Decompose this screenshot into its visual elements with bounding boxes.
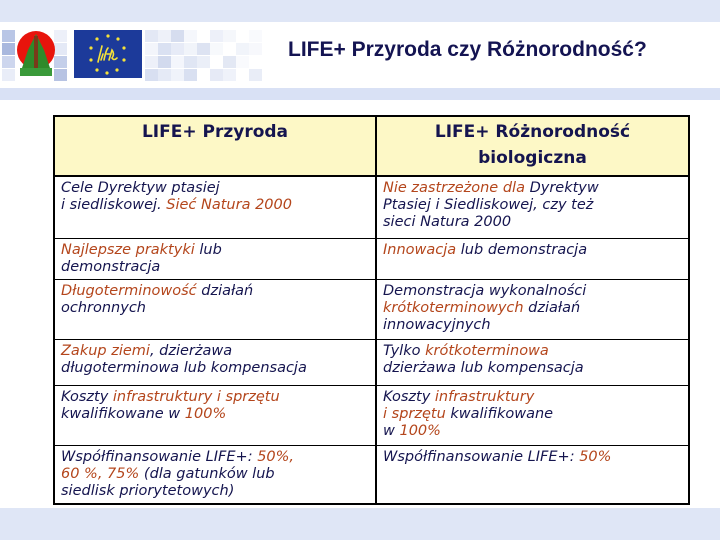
- cell-text: Dyrektyw Ptasiej i Siedliskowej, czy też sieci Natura 2000: [383, 180, 599, 230]
- cell-przyroda: [54, 339, 376, 385]
- decorative-tile: [158, 56, 171, 68]
- cell-text: Współfinansowanie LIFE+:: [383, 448, 580, 465]
- cell-roznorodnosc: [376, 445, 689, 504]
- highlighted-text: krótkoterminowych: [383, 299, 524, 316]
- highlighted-text: 100%: [184, 405, 227, 422]
- decorative-tile: [171, 56, 184, 68]
- decorative-tile: [210, 69, 223, 81]
- decorative-tile: [197, 56, 210, 68]
- highlighted-text: krótkoterminowa: [425, 342, 549, 359]
- cell-przyroda: [54, 279, 376, 339]
- cell-text: (dla gatunków lub siedlisk priorytetowych): [61, 465, 275, 499]
- decorative-tile: [184, 43, 197, 55]
- decorative-tile: [223, 69, 236, 81]
- cell-roznorodnosc: [376, 176, 689, 238]
- header-band: [0, 88, 720, 100]
- cell-roznorodnosc: [376, 339, 689, 385]
- decorative-tile: [171, 30, 184, 42]
- decorative-tile: [145, 56, 158, 68]
- bottom-band: [0, 508, 720, 540]
- top-band: [0, 0, 720, 22]
- decorative-tile: [145, 69, 158, 81]
- cell-text: Współfinansowanie LIFE+:: [61, 448, 258, 465]
- cell-text: lub demonstracja: [456, 241, 588, 258]
- decorative-tile: [249, 30, 262, 42]
- highlighted-text: Najlepsze praktyki: [61, 241, 195, 258]
- decorative-tile: [145, 30, 158, 42]
- highlighted-text: Nie zastrzeżone dla: [383, 180, 530, 196]
- cell-text: Koszty: [383, 388, 435, 405]
- decorative-tile: [197, 43, 210, 55]
- decorative-tile: [223, 56, 236, 68]
- table-row: [54, 445, 689, 504]
- highlighted-text: Zakup ziemi: [61, 342, 150, 359]
- decorative-tile: [158, 30, 171, 42]
- table-row: [54, 339, 689, 385]
- cell-roznorodnosc: [376, 238, 689, 279]
- cell-text: działań innowacyjnych: [383, 299, 581, 333]
- decorative-tile: [249, 69, 262, 81]
- cell-text: , dzierżawa długoterminowa lub kompensacja: [61, 342, 307, 376]
- cell-text: lub demonstracja: [61, 241, 222, 275]
- highlighted-text: infrastruktury i sprzętu: [112, 388, 280, 405]
- highlighted-text: infrastruktury i sprzętu: [383, 388, 535, 422]
- decorative-tile: [236, 43, 249, 55]
- cell-text: Demonstracja wykonalności: [383, 282, 587, 299]
- column-header-roznorodnosc: LIFE+ Różnorodność biologiczna: [376, 116, 689, 176]
- slide-header: [0, 22, 720, 88]
- life-eu-logo-icon: [74, 30, 142, 78]
- table-header-row: [54, 116, 689, 176]
- decorative-tile: [171, 69, 184, 81]
- slide-title: LIFE+ Przyroda czy Różnorodność?: [288, 38, 647, 61]
- cell-text: Cele Dyrektyw ptasiej i siedliskowej.: [61, 180, 220, 213]
- cell-roznorodnosc: [376, 385, 689, 445]
- cell-text: kwalifikowane w: [61, 405, 181, 422]
- highlighted-text: Sieć Natura 2000: [166, 197, 292, 213]
- cell-przyroda: [54, 445, 376, 504]
- decorative-tile: [210, 30, 223, 42]
- cell-przyroda: [54, 385, 376, 445]
- decorative-tile: [249, 43, 262, 55]
- decorative-tile: [223, 30, 236, 42]
- highlighted-text: Innowacja: [383, 241, 457, 258]
- decorative-tile: [145, 43, 158, 55]
- decorative-tile: [236, 56, 249, 68]
- table-body: [54, 176, 689, 504]
- cell-text: Tylko: [383, 342, 426, 359]
- column-header-przyroda: LIFE+ Przyroda: [54, 116, 376, 176]
- highlighted-text: 100%: [399, 422, 441, 439]
- highlighted-text: Długoterminowość: [61, 282, 197, 299]
- decorative-tile: [184, 30, 197, 42]
- cell-roznorodnosc: [376, 279, 689, 339]
- cell-text: Koszty: [61, 388, 113, 405]
- table-row: [54, 176, 689, 238]
- decorative-tile: [158, 43, 171, 55]
- cell-przyroda: [54, 238, 376, 279]
- cell-text: działań ochronnych: [61, 282, 254, 316]
- comparison-table: [53, 115, 690, 505]
- decorative-tile: [158, 69, 171, 81]
- decorative-tile: [184, 56, 197, 68]
- table-row: [54, 385, 689, 445]
- cell-text: dzierżawa lub kompensacja: [383, 359, 584, 376]
- decorative-tile: [184, 69, 197, 81]
- decorative-tile: [210, 43, 223, 55]
- highlighted-text: 50%, 60 %, 75%: [61, 448, 295, 482]
- cell-text: kwalifikowane w: [383, 405, 554, 439]
- table-row: [54, 279, 689, 339]
- nature-logo-icon: [14, 30, 58, 78]
- decorative-tile: [171, 43, 184, 55]
- table-row: [54, 238, 689, 279]
- cell-przyroda: [54, 176, 376, 238]
- highlighted-text: 50%: [579, 448, 612, 465]
